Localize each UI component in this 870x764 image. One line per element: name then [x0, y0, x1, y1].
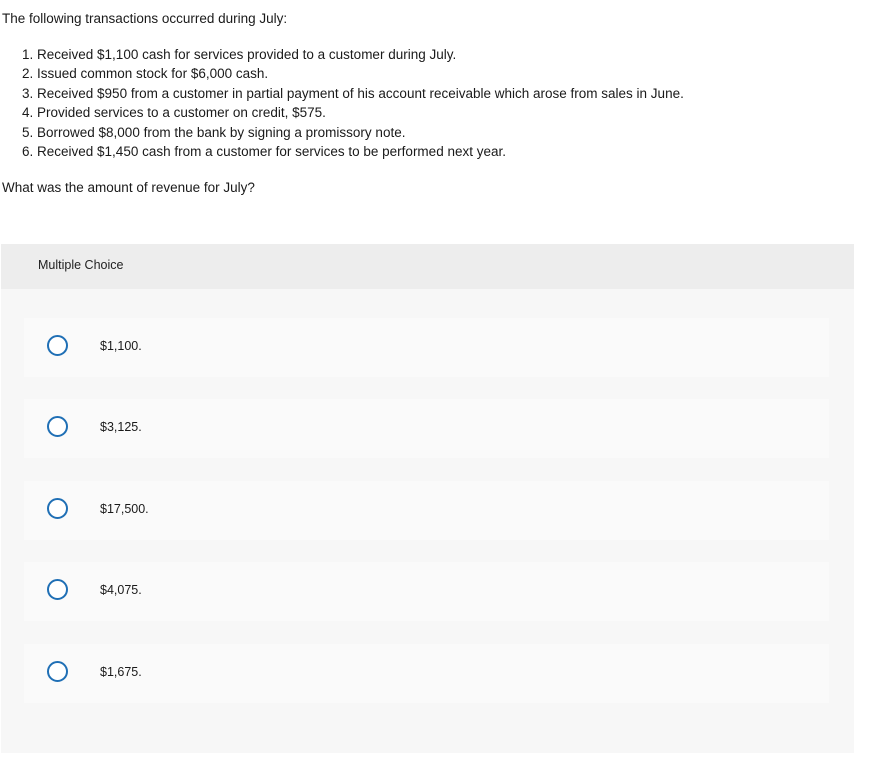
radio-button-icon[interactable]	[47, 416, 68, 437]
choice-option-5[interactable]	[24, 644, 829, 703]
question-text: What was the amount of revenue for July?	[2, 180, 255, 195]
radio-button-icon[interactable]	[47, 661, 68, 682]
choice-option-3[interactable]	[24, 481, 829, 540]
radio-button-icon[interactable]	[47, 335, 68, 356]
choice-option-4[interactable]	[24, 562, 829, 621]
transaction-list	[22, 45, 684, 161]
multiple-choice-title: Multiple Choice	[38, 258, 124, 272]
transaction-item: 2. Issued common stock for $6,000 cash.	[22, 66, 269, 82]
transaction-item: 6. Received $1,450 cash from a customer for services to be performed next year.	[22, 143, 506, 159]
choice-label: $1,100.	[100, 339, 142, 353]
choice-label: $3,125.	[100, 420, 142, 434]
radio-button-icon[interactable]	[47, 579, 68, 600]
radio-button-icon[interactable]	[47, 498, 68, 519]
multiple-choice-panel	[1, 244, 854, 753]
transaction-item: 3. Received $950 from a customer in partial payment of his account receivable which arose from sales in June.	[22, 85, 684, 101]
question-intro: The following transactions occurred during July:	[2, 11, 288, 26]
choice-label: $4,075.	[100, 583, 142, 597]
transaction-item: 4. Provided services to a customer on credit, $575.	[22, 105, 326, 121]
choice-option-2[interactable]	[24, 399, 829, 458]
transaction-item: 1. Received $1,100 cash for services provided to a customer during July.	[22, 47, 457, 62]
choice-label: $1,675.	[100, 665, 142, 679]
choice-label: $17,500.	[100, 502, 149, 516]
choice-option-1[interactable]	[24, 318, 829, 377]
transaction-item: 5. Borrowed $8,000 from the bank by signing a promissory note.	[22, 124, 406, 140]
multiple-choice-header	[1, 244, 854, 289]
